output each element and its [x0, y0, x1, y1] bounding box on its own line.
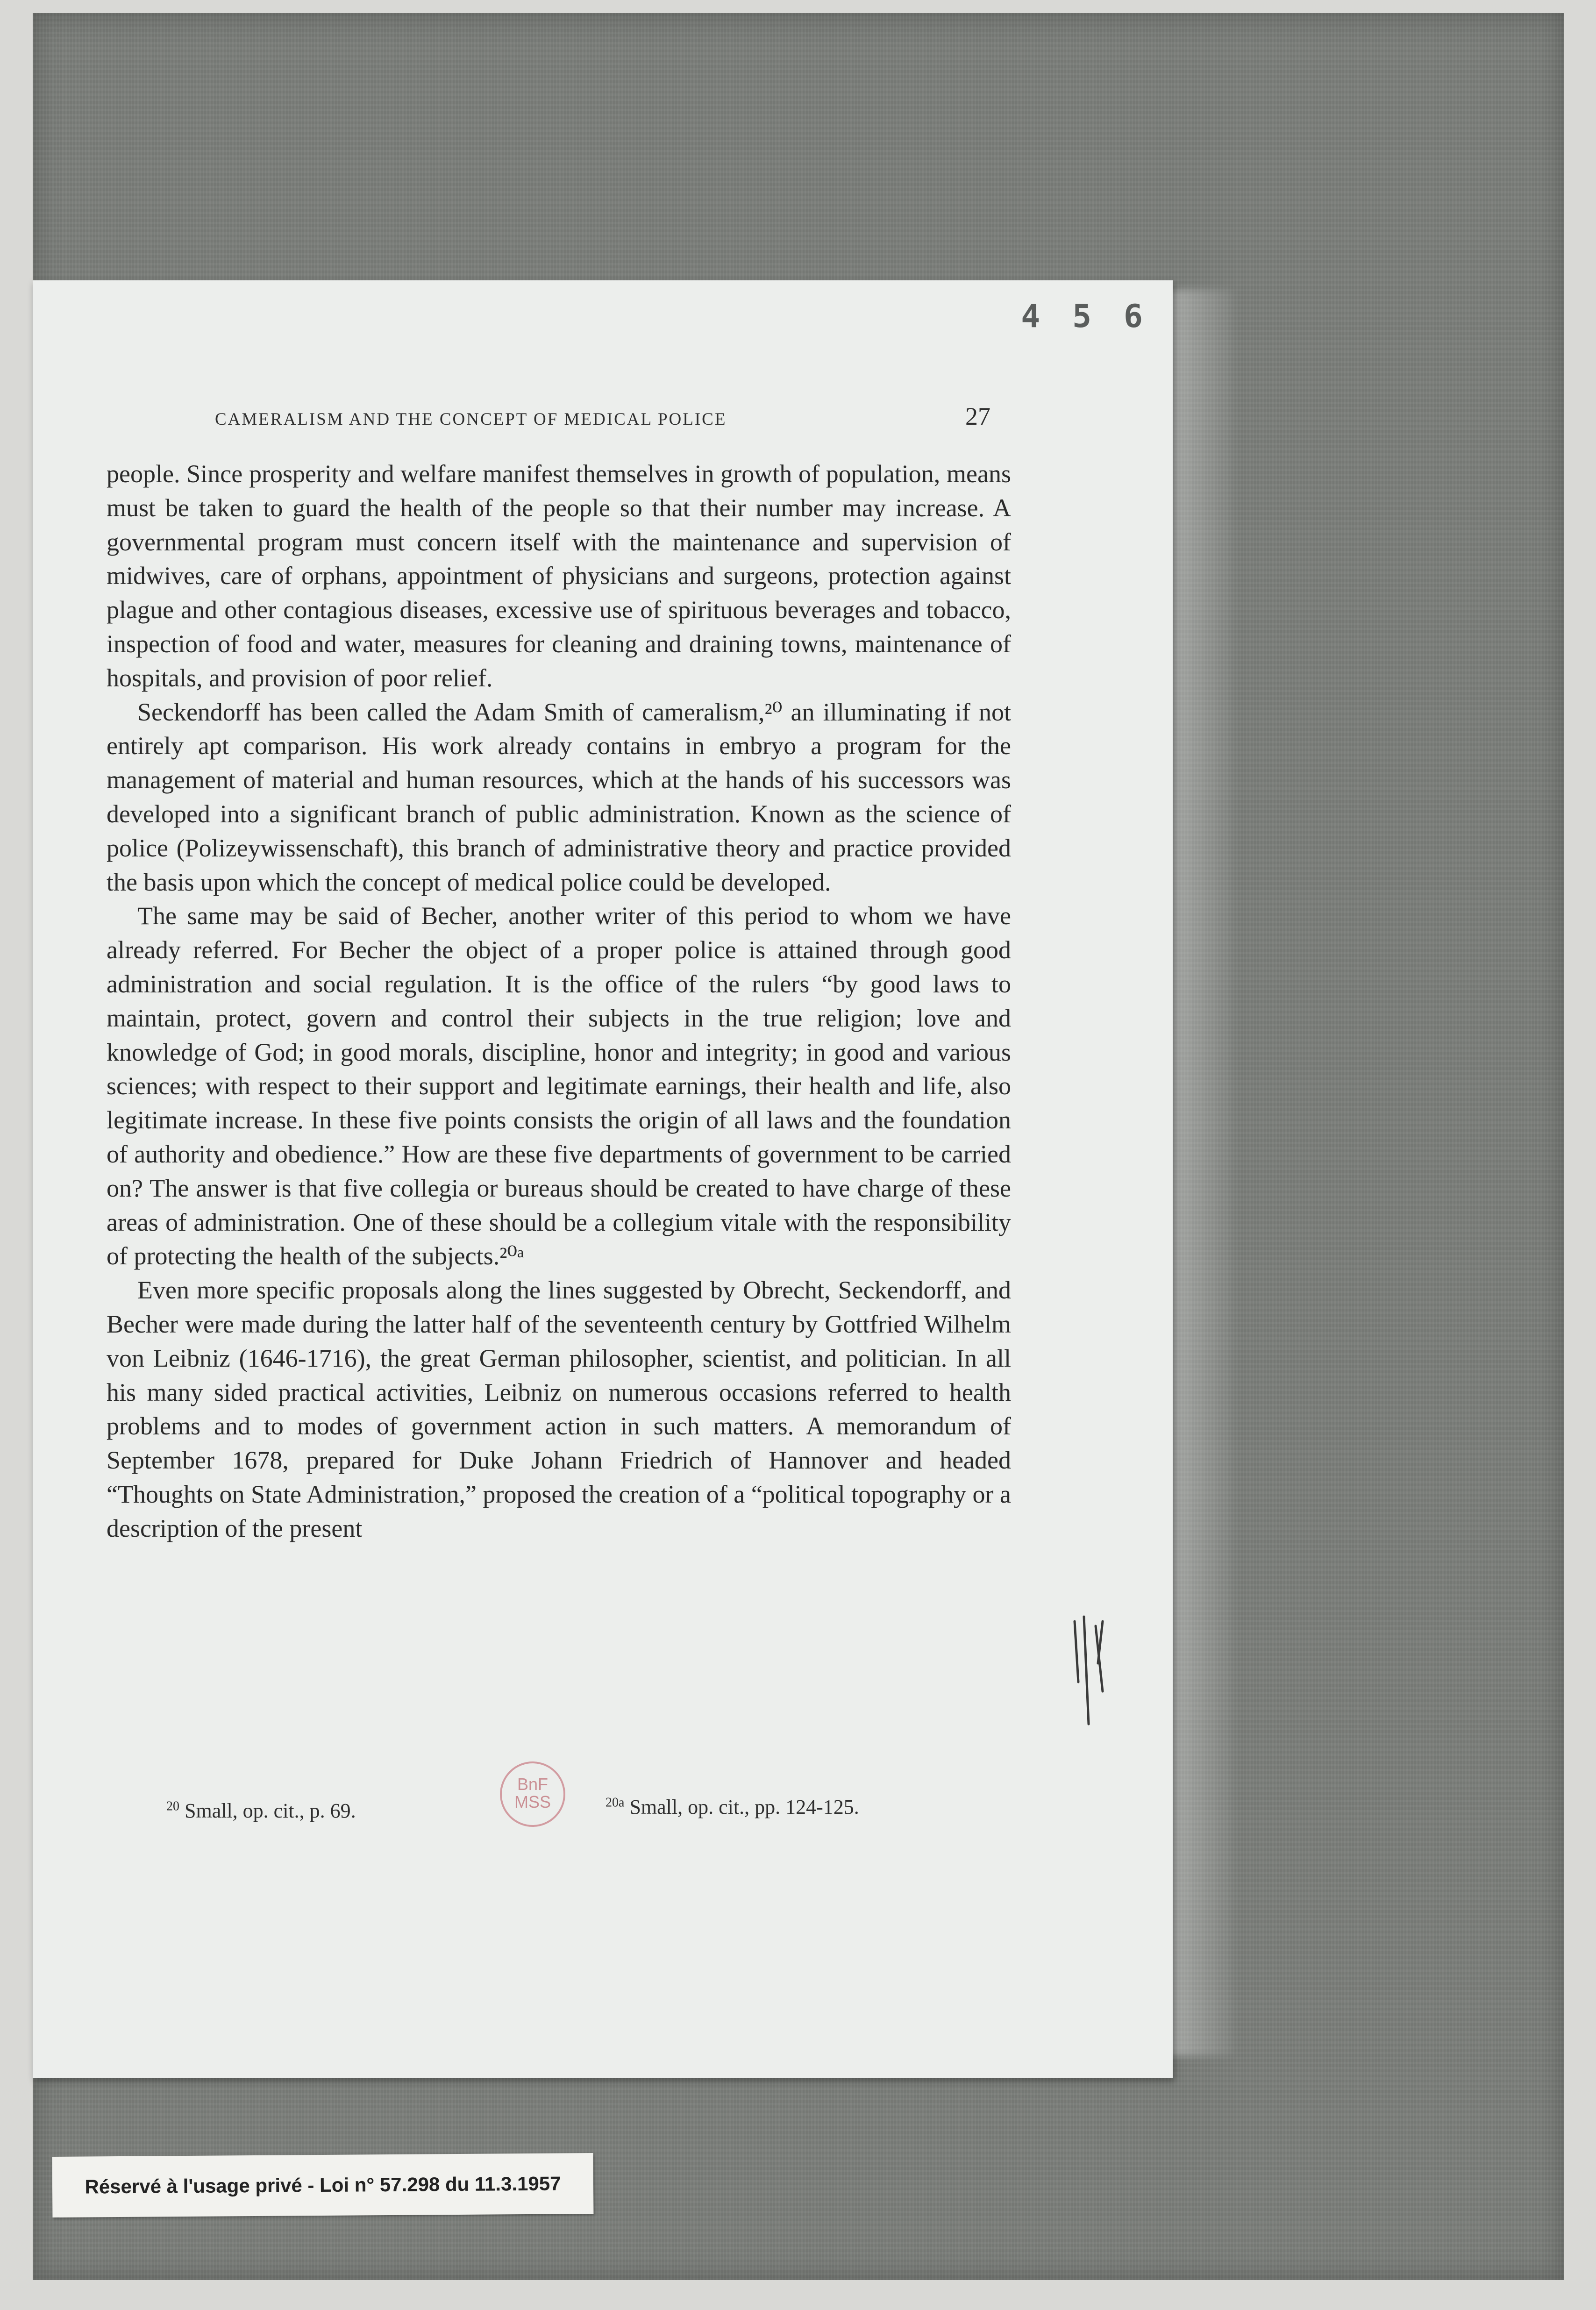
page-edge-shadow: [1168, 290, 1233, 2056]
page-folio: 27: [965, 402, 990, 430]
paragraph-4: Even more specific proposals along the lines suggested by Obrecht, Seckendorff, and Becher were made during the latter half of the seventeenth century by Gottfried Wilhelm von Leibniz (1646-1716), the great German philosopher, scientist, and politician. In all his many sided practical activities, Leibniz on numerous occasions referred to health problems and to modes of government action in such matters. A memorandum of September 1678, prepared for Duke Johann Friedrich of Hannover and headed “Thoughts on State Administration,” proposed the creation of a “political topography or a description of the present: [107, 1276, 1012, 1542]
usage-notice-label: Réservé à l'usage privé - Loi n° 57.298 du 11.3.1957: [52, 2153, 594, 2217]
stamp-line-1: BnF: [517, 1775, 549, 1794]
document-page: [33, 280, 1173, 2078]
paragraph-1: people. Since prosperity and welfare manifest themselves in growth of population, means must be taken to guard the health of the people so that their number may increase. A governmental program must concern itself with the maintenance and supervision of midwives, care of orphans, appointment of physicians and surgeons, protection against plague and other contagious diseases, excessive use of spirituous beverages and tobacco, inspection of food and water, measures for cleaning and draining towns, maintenance of hospitals, and provision of poor relief.: [107, 460, 1011, 692]
paragraph-2: Seckendorff has been called the Adam Smith of cameralism,²⁰ an illuminating if not entirely apt comparison. His work already contains in embryo a program for the management of material and human resources, which at the hands of his successors was developed into a significant branch of public administration. Known as the science of police (Polizeywissenschaft), this branch of administrative theory and practice provided the basis upon which the concept of medical police could be developed.: [107, 698, 1011, 896]
body-text: [107, 457, 1011, 1546]
handwritten-margin-mark: [1070, 1612, 1112, 1733]
footnote-20a-text: Small, op. cit., pp. 124-125.: [629, 1796, 859, 1818]
paragraph-3: The same may be said of Becher, another writer of this period to whom we have already referred. For Becher the object of a proper police is attained through good administration and social regulation. It is the office of the rulers “by good laws to maintain, protect, govern and control their subjects in the true religion; love and knowledge of God; in good morals, discipline, honor and integrity; in good and various sciences; with respect to their support and legitimate earnings, their health and life, also legitimate increase. In these five points consists the origin of all laws and the foundation of authority and obedience.” How are these five departments of government to be carried on? The answer is that five collegia or bureaus should be created to have charge of these areas of administration. One of these should be a collegium vitale with the responsibility of protecting the health of the subjects.²⁰ᵃ: [107, 902, 1011, 1270]
footnote-20: [166, 1799, 356, 1823]
library-stamp: [500, 1761, 565, 1827]
footnote-20a: [606, 1795, 859, 1819]
running-head: [215, 402, 990, 430]
stamp-line-2: MSS: [514, 1792, 551, 1811]
footnote-20a-mark: 20a: [606, 1795, 625, 1810]
footnote-20-mark: 20: [166, 1799, 179, 1814]
footnote-20-text: Small, op. cit., p. 69.: [185, 1799, 356, 1822]
running-head-title: CAMERALISM AND THE CONCEPT OF MEDICAL POLICE: [215, 410, 727, 429]
sheet-number: 4 5 6: [1021, 298, 1149, 335]
